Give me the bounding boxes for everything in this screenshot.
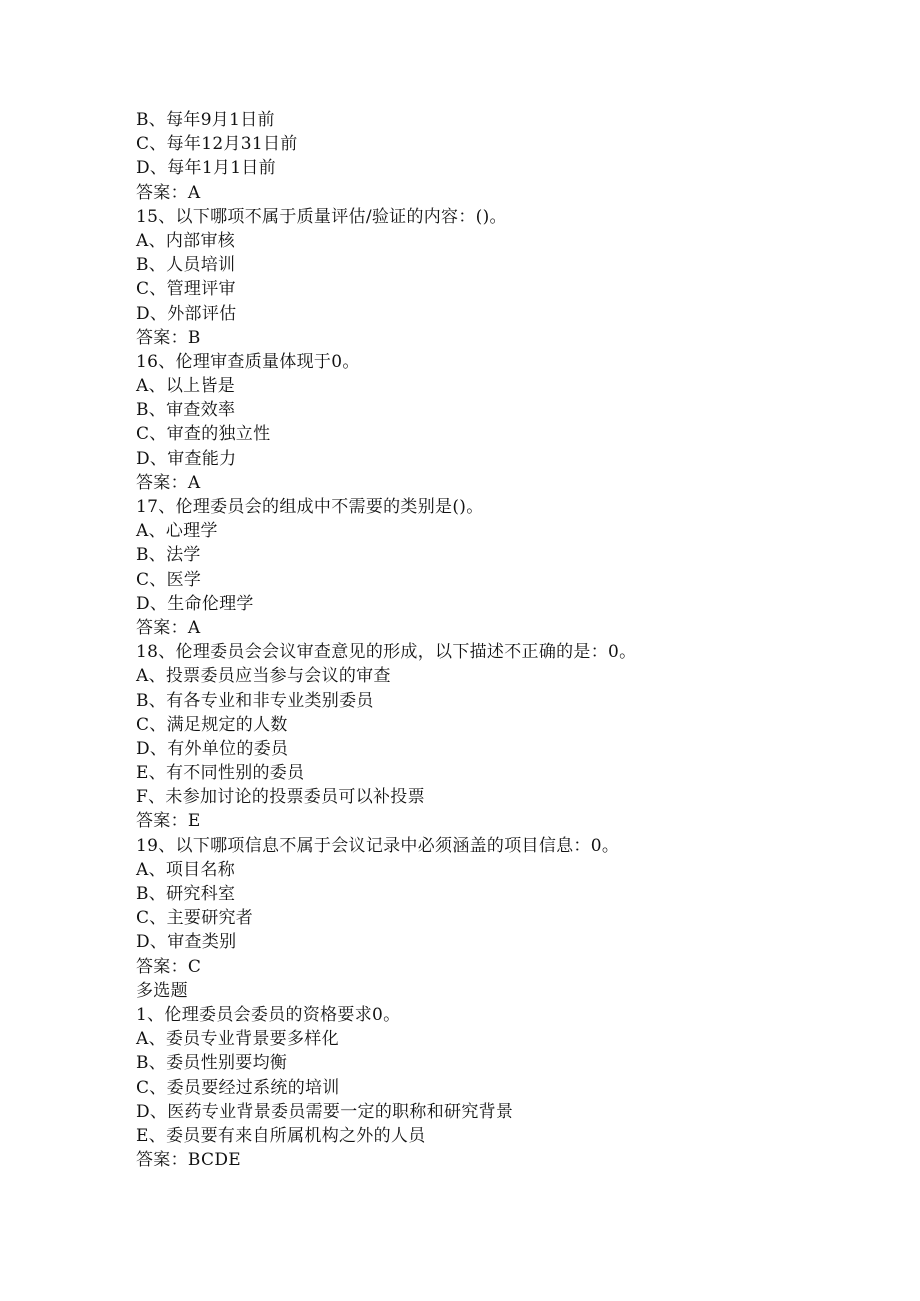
option-d: D、有外单位的委员 [136,738,289,759]
option-d: D、外部评估 [136,303,237,324]
option-c: C、医学 [136,569,202,590]
option-e: E、有不同性别的委员 [136,763,305,784]
option-c: C、审查的独立性 [136,424,271,445]
answer-line: 答案：A [136,617,201,638]
answer-line: 答案：E [136,811,201,832]
option-d: D、每年1月1日前 [136,158,276,179]
option-a: A、项目名称 [136,859,236,880]
option-d: D、医药专业背景委员需要一定的职称和研究背景 [136,1101,514,1122]
question-18: 18、伦理委员会会议审查意见的形成，以下描述不正确的是：0。 [136,642,637,663]
option-c: C、委员要经过系统的培训 [136,1077,340,1098]
option-c: C、管理评审 [136,279,236,300]
option-b: B、有各专业和非专业类别委员 [136,690,374,711]
question-multi-1: 1、伦理委员会委员的资格要求0。 [136,1004,401,1025]
option-b: B、每年9月1日前 [136,110,275,130]
option-b: B、委员性别要均衡 [136,1053,288,1074]
option-b: B、研究科室 [136,884,236,904]
option-b: B、审查效率 [136,400,236,421]
section-heading-multiple-choice: 多选题 [136,980,188,1001]
question-17: 17、伦理委员会的组成中不需要的类别是()。 [136,497,484,517]
option-b: B、法学 [136,545,201,566]
question-15: 15、以下哪项不属于质量评估/验证的内容：()。 [136,206,507,227]
option-c: C、主要研究者 [136,908,254,929]
question-19: 19、以下哪项信息不属于会议记录中必须涵盖的项目信息：0。 [136,835,620,856]
answer-line: 答案：B [136,327,201,348]
answer-line: 答案：A [136,182,201,203]
option-a: A、内部审核 [136,230,236,251]
option-c: C、每年12月31日前 [136,134,298,155]
answer-line: 答案：A [136,472,201,493]
option-c: C、满足规定的人数 [136,714,288,735]
question-list [136,108,836,1172]
option-b: B、人员培训 [136,255,236,276]
option-d: D、审查类别 [136,932,237,953]
option-a: A、投票委员应当参与会议的审查 [136,666,391,687]
option-a: A、心理学 [136,521,218,542]
option-a: A、委员专业背景要多样化 [136,1029,339,1050]
option-d: D、生命伦理学 [136,593,254,614]
option-d: D、审查能力 [136,448,237,469]
question-16: 16、伦理审查质量体现于0。 [136,351,360,372]
option-a: A、以上皆是 [136,376,236,397]
option-e: E、委员要有来自所属机构之外的人员 [136,1125,426,1146]
answer-line: 答案：C [136,956,202,977]
option-f: F、未参加讨论的投票委员可以补投票 [136,787,425,808]
answer-line: 答案：BCDE [136,1150,241,1171]
